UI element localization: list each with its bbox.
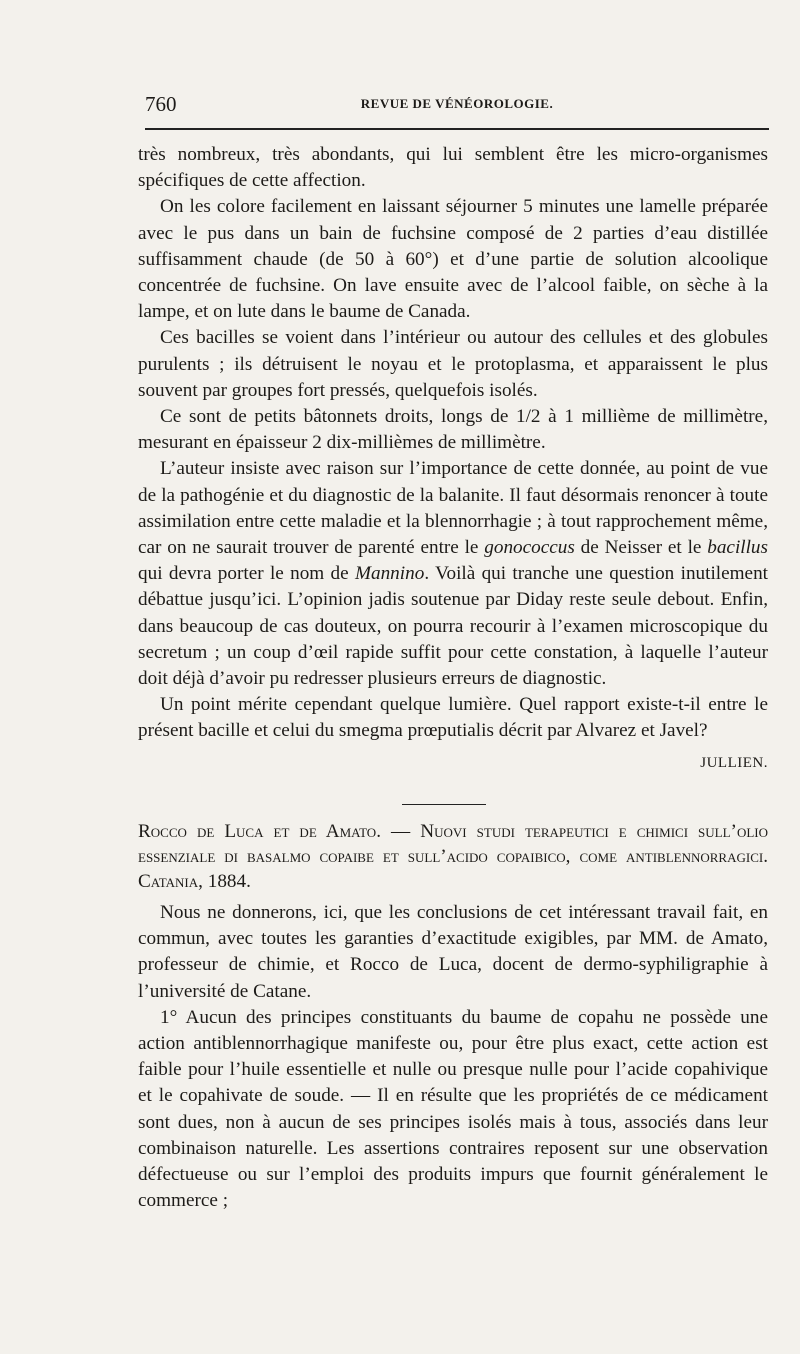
paragraph-question: Un point mérite cependant quelque lumière. Quel rapport existe-t-il entre le présent bacille et celui du smegma prœputialis décrit par Alvarez et Javel? JULLIEN.	[138, 692, 768, 744]
paragraph-diagnosis: L’auteur insiste avec raison sur l’importance de cette donnée, au point de vue de la pathogénie et du diagnostic de la balanite. Il faut désormais renoncer à toute assimilation entre cette maladie et la blennorrhagie ; à tout rapprochement même, car on ne saurait trouver de parenté entre le gonococcus de Neisser et le bacillus qui devra porter le nom de Mannino. Voilà qui tranche une question inutilement débattue jusqu’ici. L’opinion jadis soutenue par Diday reste seule debout. Enfin, dans beaucoup de cas douteux, on pourra recourir à l’examen microscopique du secretum ; un coup d’œil rapide suffit pour cette constation, à laquelle l’auteur doit déjà d’avoir pu redresser plusieurs erreurs de diagnostic.	[138, 458, 769, 690]
bibliographic-reference	[138, 819, 768, 894]
reference-title: Nuovi studi terapeutici e chimici sull’olio essenziale di basalmo copaibe et sull’acido copaibico, come antiblennorragici.	[138, 821, 768, 867]
paragraph-dimensions: Ce sont de petits bâtonnets droits, longs de 1/2 à 1 millième de millimètre, mesurant en épaisseur 2 dix-millièmes de millimètre.	[138, 406, 768, 454]
reference-authors: Rocco de Luca et de Amato. —	[138, 821, 421, 842]
paragraph-bacilli: Ces bacilles se voient dans l’intérieur ou autour des cellules et des globules purulents ; ils détruisent le noyau et le protoplasma, et apparaissent le plus souvent par groupes fort pressés, quelquefois isolés.	[138, 327, 768, 401]
page-header	[145, 92, 769, 116]
term-gonococcus: gonococcus	[484, 537, 575, 559]
paragraph-conclusion-1: 1° Aucun des principes constituants du baume de copahu ne possède une action antiblennorrhagique manifeste ou, pour être plus exact, cette action est faible pour l’huile essentielle et nulle ou presque nulle pour l’acide copahivique et le copahivate de soude. — Il en résulte que les propriétés de ce médicament sont dues, non à aucun de ses principes isolés mais à tous, associés dans leur combinaison naturelle. Les assertions contraires reposent sur une observation défectueuse ou sur l’emploi des produits impurs que fournit généralement le commerce ;	[138, 1006, 768, 1212]
author-signature: JULLIEN.	[700, 754, 768, 771]
section-separator	[402, 804, 486, 805]
term-bacillus: bacillus	[707, 537, 768, 559]
page-number: 760	[145, 92, 177, 116]
article-body	[138, 142, 768, 776]
term-mannino: Mannino	[355, 563, 425, 585]
header-rule	[145, 128, 769, 130]
paragraph-staining: On les colore facilement en laissant séjourner 5 minutes une lamelle préparée avec le pus dans un bain de fuchsine composé de 2 parties d’eau distillée suffisamment chaude (de 50 à 60°) et d’une partie de solution alcoolique concentrée de fuchsine. On lave ensuite avec de l’alcool faible, on sèche à la lampe, et on lute dans le baume de Canada.	[138, 196, 768, 323]
paragraph-intro: Nous ne donnerons, ici, que les conclusions de cet intéressant travail fait, en commun, avec toutes les garanties d’exactitude exigibles, par MM. de Amato, professeur de chimie, et Rocco de Luca, docent de dermo-syphiligraphie à l’université de Catane.	[138, 902, 768, 1002]
reference-place-year: Catania, 1884.	[138, 871, 251, 892]
paragraph-continued: très nombreux, très abondants, qui lui semblent être les micro-organismes spécifiques de cette affection.	[138, 144, 768, 192]
review-body	[138, 819, 768, 1214]
running-title: REVUE DE VÉNÉOROLOGIE.	[360, 96, 554, 111]
